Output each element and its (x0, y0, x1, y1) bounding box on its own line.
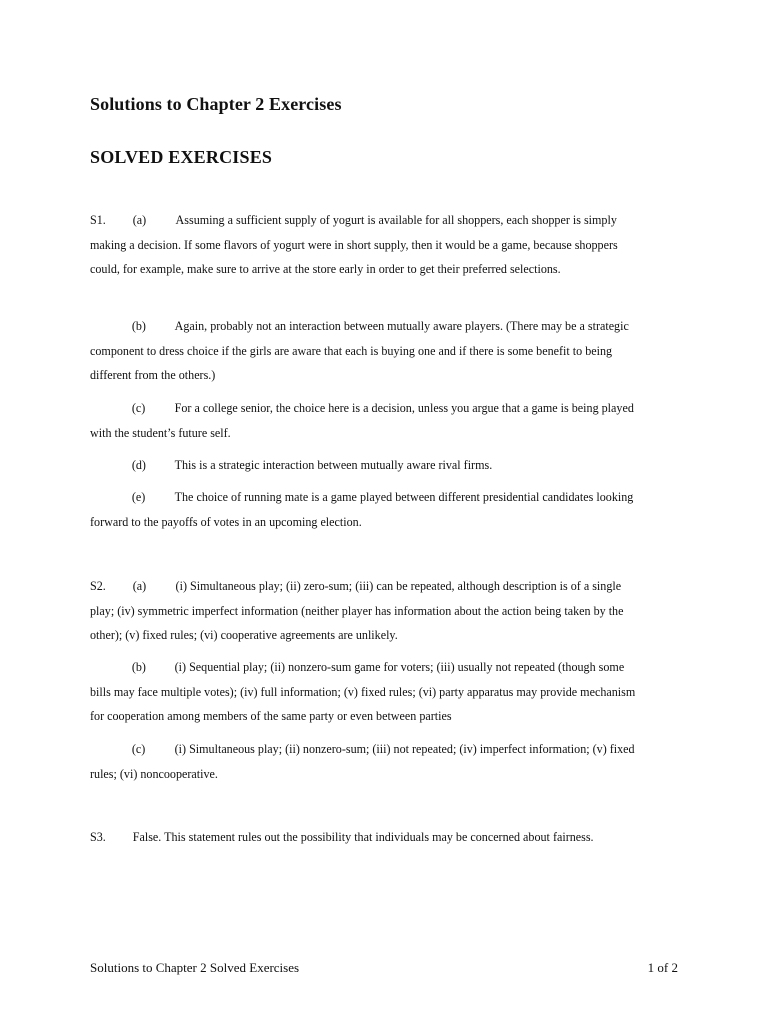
part-label: (c) (131, 741, 146, 756)
page-number: 1 of 2 (647, 960, 678, 975)
exercise-s2-a (90, 574, 639, 648)
footer-title: Solutions to Chapter 2 Solved Exercises (90, 960, 300, 975)
exercise-s1-a (90, 208, 639, 282)
exercise-number: S1. (90, 212, 106, 227)
exercise-s2-c (90, 737, 639, 786)
section-heading: SOLVED EXERCISES (90, 147, 273, 167)
part-label: (d) (131, 457, 146, 472)
exercise-number: S2. (90, 578, 106, 593)
part-label: (b) (131, 659, 146, 674)
part-text: Assuming a sufficient supply of yogurt is available for all shoppers, each shopper is simply making a decision. If some flavors of yogurt were in short supply, then it would be a game, because shoppers could, for example, make sure to arrive at the store early in order to get their preferred selections. (90, 212, 618, 276)
part-text: For a college senior, the choice here is a decision, unless you argue that a game is being played with the student’s future self. (90, 400, 634, 440)
part-label: (e) (131, 489, 146, 504)
part-text: This is a strategic interaction between mutually aware rival firms. (174, 457, 493, 472)
part-text: (i) Sequential play; (ii) nonzero-sum game for voters; (iii) usually not repeated (though some bills may face multiple votes); (iv) full information; (v) fixed rules; (vi) party apparatus may provide mechanism for cooperation among members of the same party or even between parties (90, 659, 636, 723)
part-text: Again, probably not an interaction between mutually aware players. (There may be a strategic component to dress choice if the girls are aware that each is buying one and if there is some benefit to being different from the others.) (90, 318, 629, 382)
part-text: (i) Simultaneous play; (ii) zero-sum; (iii) can be repeated, although description is of a single play; (iv) symmetric imperfect information (neither player has information about the action being taken by the other); (v) fixed rules; (vi) cooperative agreements are unlikely. (90, 578, 624, 642)
exercise-text: False. This statement rules out the possibility that individuals may be concerned about fairness. (132, 829, 594, 844)
exercise-s2-b (90, 655, 639, 729)
part-label: (a) (132, 212, 147, 227)
part-text: (i) Simultaneous play; (ii) nonzero-sum; (iii) not repeated; (iv) imperfect information; (v) fixed rules; (vi) noncooperative. (90, 741, 635, 781)
part-label: (b) (131, 318, 146, 333)
document-title: Solutions to Chapter 2 Exercises (90, 94, 342, 114)
exercise-s1-e (90, 485, 639, 534)
part-label: (c) (131, 400, 146, 415)
exercise-s1-b (90, 314, 639, 388)
part-text: The choice of running mate is a game played between different presidential candidates looking forward to the payoffs of votes in an upcoming election. (90, 489, 634, 529)
exercise-s1-d (90, 453, 639, 478)
exercise-s3 (90, 825, 639, 850)
exercise-number: S3. (90, 829, 106, 844)
part-label: (a) (132, 578, 147, 593)
exercise-s1-c (90, 396, 639, 445)
